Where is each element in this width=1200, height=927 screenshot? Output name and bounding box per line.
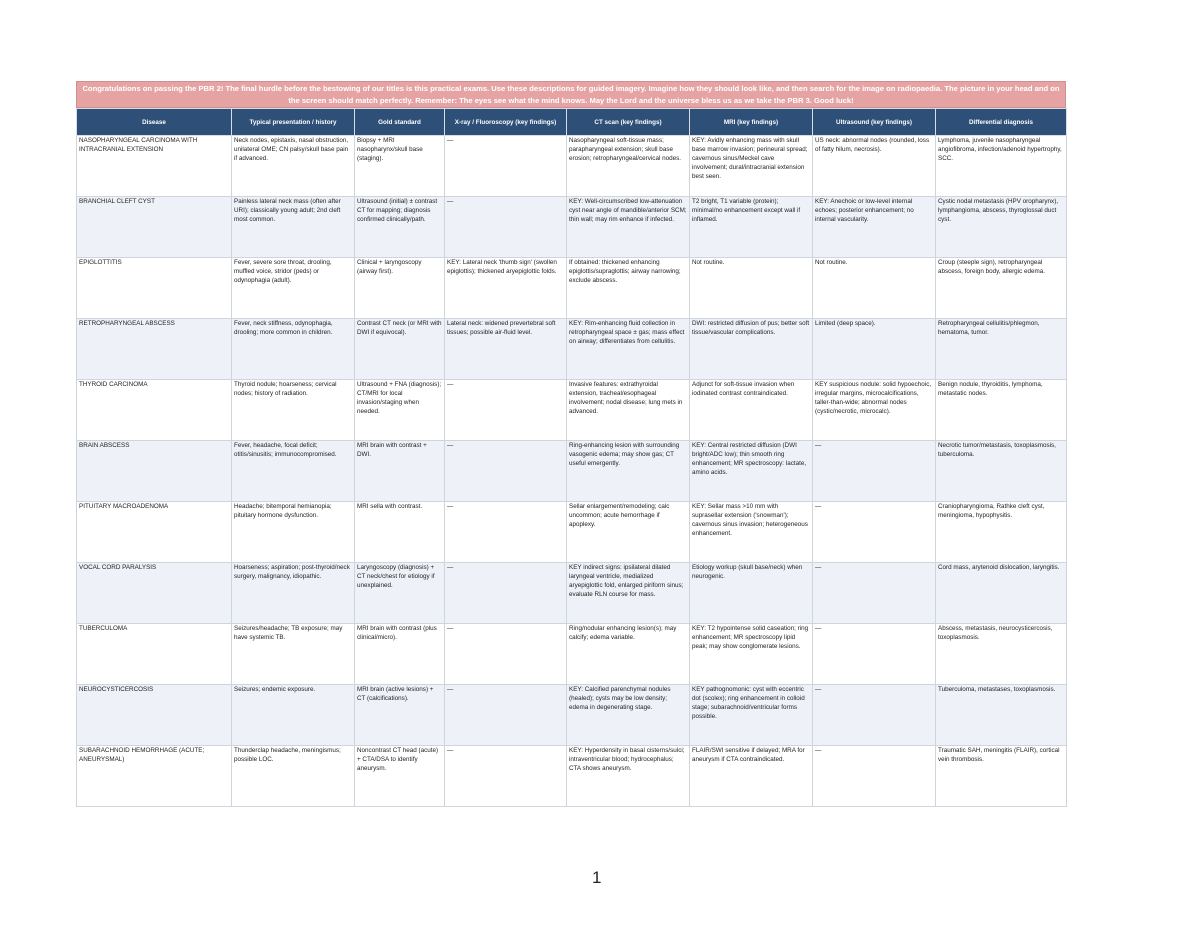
table-cell: Neck nodes, epistaxis, nasal obstruction, unilateral OME; CN palsy/skull base pain if advanced. [232,136,355,197]
disease-cell: BRAIN ABSCESS [77,441,232,502]
table-cell: KEY suspicious nodule: solid hypoechoic, irregular margins, microcalcifications, taller-than-wide; abnormal nodes (cystic/necrotic, microcalc). [813,380,936,441]
table-cell: Not routine. [690,258,813,319]
table-cell: T2 bright, T1 variable (protein); minimal/no enhancement except wall if inflamed. [690,197,813,258]
table-body [77,136,1067,807]
table-cell: Benign nodule, thyroiditis, lymphoma, metastatic nodes. [936,380,1067,441]
table-cell: MRI sella with contrast. [355,502,445,563]
table-cell: — [445,136,567,197]
header-row [77,109,1067,136]
table-cell: Abscess, metastasis, neurocysticercosis, toxoplasmosis. [936,624,1067,685]
table-cell: Tuberculoma, metastases, toxoplasmosis. [936,685,1067,746]
table-cell: KEY pathognomonic: cyst with eccentric dot (scolex); ring enhancement in colloid stage; subarachnoid/ventricular forms possible. [690,685,813,746]
table-cell: MRI brain with contrast + DWI. [355,441,445,502]
table-cell: — [813,746,936,807]
table-cell: Thyroid nodule; hoarseness; cervical nodes; history of radiation. [232,380,355,441]
table-row [77,136,1067,197]
table-cell: — [445,624,567,685]
disease-cell: THYROID CARCINOMA [77,380,232,441]
table-cell: — [445,380,567,441]
table-cell: Sellar enlargement/remodeling; calc uncommon; acute hemorrhage if apoplexy. [567,502,690,563]
column-header: Ultrasound (key findings) [813,109,936,136]
column-header: Typical presentation / history [232,109,355,136]
radiology-table [76,108,1067,807]
table-cell: Lateral neck: widened prevertebral soft tissues; possible air-fluid level. [445,319,567,380]
table-cell: KEY: Well-circumscribed low-attenuation cyst near angle of mandible/anterior SCM; thin wall; may rim enhance if infected. [567,197,690,258]
table-cell: Ring/nodular enhancing lesion(s); may calcify; edema variable. [567,624,690,685]
table-cell: US neck: abnormal nodes (rounded, loss of fatty hilum, necrosis). [813,136,936,197]
table-cell: Necrotic tumor/metastasis, toxoplasmosis, tuberculoma. [936,441,1067,502]
table-cell: Seizures; endemic exposure. [232,685,355,746]
table-cell: If obtained: thickened enhancing epiglottis/supraglottis; airway narrowing; exclude abscess. [567,258,690,319]
table-cell: KEY: Hyperdensity in basal cisterns/sulci; intraventricular blood; hydrocephalus; CTA shows aneurysm. [567,746,690,807]
table-cell: — [445,746,567,807]
table-row [77,258,1067,319]
table-cell: — [813,685,936,746]
table-cell: Etiology workup (skull base/neck) when neurogenic. [690,563,813,624]
table-cell: Seizures/headache; TB exposure; may have systemic TB. [232,624,355,685]
table-cell: Clinical + laryngoscopy (airway first). [355,258,445,319]
table-cell: Laryngoscopy (diagnosis) + CT neck/chest for etiology if unexplained. [355,563,445,624]
table-cell: Hoarseness; aspiration; post-thyroid/neck surgery, malignancy, idiopathic. [232,563,355,624]
table-cell: Noncontrast CT head (acute) + CTA/DSA to identify aneurysm. [355,746,445,807]
column-header: Differential diagnosis [936,109,1067,136]
table-cell: — [813,441,936,502]
table-cell: KEY indirect signs: ipsilateral dilated laryngeal ventricle, medialized aryepiglottic fold, enlarged piriform sinus; evaluate RLN course for mass. [567,563,690,624]
disease-cell: VOCAL CORD PARALYSIS [77,563,232,624]
table-cell: Fever, severe sore throat, drooling, muffled voice, stridor (peds) or odynophagia (adult). [232,258,355,319]
table-cell: MRI brain with contrast (plus clinical/micro). [355,624,445,685]
table-cell: MRI brain (active lesions) + CT (calcifications). [355,685,445,746]
table-cell: Not routine. [813,258,936,319]
table-row [77,624,1067,685]
column-header: Gold standard [355,109,445,136]
disease-cell: NEUROCYSTICERCOSIS [77,685,232,746]
disease-cell: SUBARACHNOID HEMORRHAGE (ACUTE; ANEURYSMAL) [77,746,232,807]
table-cell: Limited (deep space). [813,319,936,380]
table-cell: KEY: Lateral neck 'thumb sign' (swollen epiglottis); thickened aryepiglottic folds. [445,258,567,319]
table-cell: — [813,563,936,624]
banner-message: Congratulations on passing the PBR 2! The final hurdle before the bestowing of our titles is this practical exams. Use these descriptions for guided imagery. Imagine how they should look like, and then search for the image on radiopaedia. The picture in your head and on the screen should match perfectly. Remember: The eyes see what the mind knows. May the Lord and the universe bless us as we take the PBR 3. Good luck! [76,81,1066,108]
table-row [77,441,1067,502]
column-header: CT scan (key findings) [567,109,690,136]
table-cell: Croup (steeple sign), retropharyngeal abscess, foreign body, allergic edema. [936,258,1067,319]
table-cell: Fever, headache, focal deficit; otitis/sinusitis; immunocompromised. [232,441,355,502]
table-row [77,563,1067,624]
table-cell: KEY: Anechoic or low-level internal echoes; posterior enhancement; no internal vascularity. [813,197,936,258]
column-header: MRI (key findings) [690,109,813,136]
table-cell: KEY: Avidly enhancing mass with skull base marrow invasion; perineural spread; cavernous sinus/Meckel cave involvement; dural/intracranial extension best seen. [690,136,813,197]
table-cell: — [445,197,567,258]
table-cell: Contrast CT neck (or MRI with DWI if equivocal). [355,319,445,380]
table-cell: Traumatic SAH, meningitis (FLAIR), cortical vein thrombosis. [936,746,1067,807]
table-cell: KEY: Calcified parenchymal nodules (healed); cysts may be low density; edema in degenerating stage. [567,685,690,746]
table-cell: KEY: Central restricted diffusion (DWI bright/ADC low); thin smooth ring enhancement; MR spectroscopy: lactate, amino acids. [690,441,813,502]
table-cell: Ring-enhancing lesion with surrounding vasogenic edema; may show gas; CT useful emergently. [567,441,690,502]
table-row [77,319,1067,380]
table-cell: Biopsy + MRI nasopharynx/skull base (staging). [355,136,445,197]
table-cell: KEY: Rim-enhancing fluid collection in retropharyngeal space ± gas; mass effect on airway; differentiates from cellulitis. [567,319,690,380]
page-number: 1 [592,868,602,887]
table-cell: KEY: Sellar mass >10 mm with suprasellar extension ('snowman'); cavernous sinus invasion; heterogeneous enhancement. [690,502,813,563]
table-row [77,685,1067,746]
table-cell: — [445,563,567,624]
column-header: X-ray / Fluoroscopy (key findings) [445,109,567,136]
table-cell: DWI: restricted diffusion of pus; better soft tissue/vascular complications. [690,319,813,380]
table-cell: Cystic nodal metastasis (HPV oropharynx), lymphangioma, abscess, thyroglossal duct cyst. [936,197,1067,258]
disease-cell: BRANCHIAL CLEFT CYST [77,197,232,258]
table-cell: — [813,502,936,563]
table-cell: Invasive features: extrathyroidal extension, tracheal/esophageal involvement; nodal disease; lung mets in advanced. [567,380,690,441]
table-cell: Nasopharyngeal soft-tissue mass; parapharyngeal extension; skull base erosion; retropharyngeal/cervical nodes. [567,136,690,197]
study-sheet [76,81,1066,807]
table-cell: Lymphoma, juvenile nasopharyngeal angiofibroma, infection/adenoid hypertrophy, SCC. [936,136,1067,197]
disease-cell: TUBERCULOMA [77,624,232,685]
table-cell: — [445,502,567,563]
table-cell: — [813,624,936,685]
table-row [77,197,1067,258]
table-cell: Cord mass, arytenoid dislocation, laryngitis. [936,563,1067,624]
table-cell: — [445,685,567,746]
table-cell: Fever, neck stiffness, odynophagia, drooling; more common in children. [232,319,355,380]
table-row [77,380,1067,441]
disease-cell: EPIGLOTTITIS [77,258,232,319]
column-header: Disease [77,109,232,136]
table-row [77,746,1067,807]
disease-cell: RETROPHARYNGEAL ABSCESS [77,319,232,380]
table-cell: Retropharyngeal cellulitis/phlegmon, hematoma, tumor. [936,319,1067,380]
table-cell: Adjunct for soft-tissue invasion when iodinated contrast contraindicated. [690,380,813,441]
table-cell: — [445,441,567,502]
table-cell: Headache; bitemporal hemianopia; pituitary hormone dysfunction. [232,502,355,563]
table-cell: Ultrasound + FNA (diagnosis); CT/MRI for local invasion/staging when needed. [355,380,445,441]
table-cell: Craniopharyngioma, Rathke cleft cyst, meningioma, hypophysitis. [936,502,1067,563]
table-cell: Ultrasound (initial) ± contrast CT for mapping; diagnosis confirmed clinically/path. [355,197,445,258]
disease-cell: NASOPHARYNGEAL CARCINOMA WITH INTRACRANIAL EXTENSION [77,136,232,197]
table-cell: Painless lateral neck mass (often after URI); classically young adult; 2nd cleft most common. [232,197,355,258]
table-cell: FLAIR/SWI sensitive if delayed; MRA for aneurysm if CTA contraindicated. [690,746,813,807]
disease-cell: PITUITARY MACROADENOMA [77,502,232,563]
table-cell: Thunderclap headache, meningismus; possible LOC. [232,746,355,807]
table-header [77,109,1067,136]
table-cell: KEY: T2 hypointense solid caseation; ring enhancement; MR spectroscopy lipid peak; may show conglomerate lesions. [690,624,813,685]
table-row [77,502,1067,563]
